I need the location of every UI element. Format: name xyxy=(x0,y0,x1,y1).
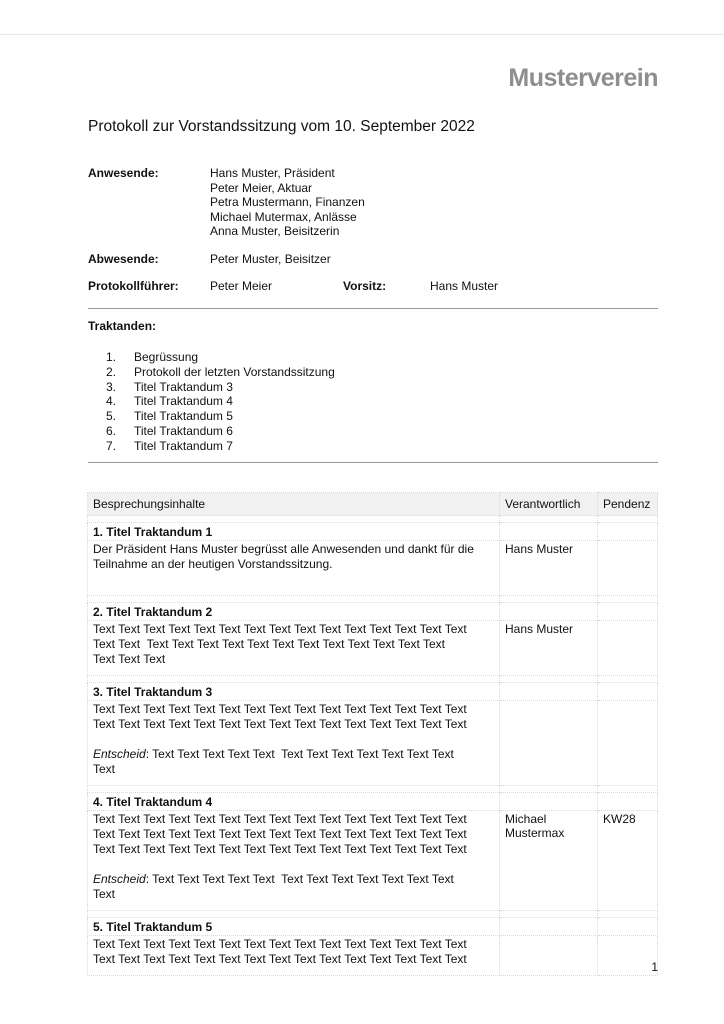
traktanden-item xyxy=(106,350,335,365)
blank-line xyxy=(93,732,494,747)
section-verantwortlich: Hans Muster xyxy=(500,621,598,676)
item-text: Protokoll der letzten Vorstandssitzung xyxy=(134,364,335,379)
entscheid-line xyxy=(93,872,494,887)
section-5-title-row xyxy=(88,918,658,936)
item-number: 2. xyxy=(106,364,117,379)
col-header-pendenz: Pendenz xyxy=(598,493,658,516)
content-line: Text Text Text Text Text Text Text Text Text Text Text Text Text Text Text xyxy=(93,842,467,856)
protokollfuehrer-value: Peter Meier xyxy=(210,279,273,293)
section-4-content-row xyxy=(88,811,658,911)
item-number: 6. xyxy=(106,423,117,438)
content-line: Text Text Text Text Text Text Text Text Text Text Text Text Text Text Text xyxy=(93,937,467,951)
content-line: Text Text Text Text Text Text Text Text Text Text Text Text Text Text Text xyxy=(93,827,467,841)
traktanden-heading: Traktanden: xyxy=(88,319,157,333)
protokollfuehrer-label: Protokollführer: xyxy=(88,279,179,293)
table-spacer-row xyxy=(88,596,658,603)
anwesende-person: Hans Muster, Präsident xyxy=(210,166,335,180)
section-3-content-row xyxy=(88,701,658,786)
content-line: Text Text Text Text Text Text Text Text Text Text Text Text Text Text Text xyxy=(93,952,467,966)
section-pendenz xyxy=(598,701,658,786)
section-2-content-row xyxy=(88,621,658,676)
section-verantwortlich: Michael Mustermax xyxy=(500,811,598,911)
col-header-besprechungsinhalte: Besprechungsinhalte xyxy=(88,493,500,516)
content-line: Text Text Text Text Text Text Text Text Text Text Text Text Text Text Text xyxy=(93,702,467,716)
blank-line xyxy=(93,857,494,872)
traktanden-item xyxy=(106,424,335,439)
organization-logo: Musterverein xyxy=(508,64,658,92)
entscheid-text-continued: Text xyxy=(93,762,116,776)
item-text: Begrüssung xyxy=(134,350,199,364)
traktanden-list xyxy=(106,350,335,454)
section-content xyxy=(88,811,500,911)
table-spacer-row xyxy=(88,786,658,793)
traktanden-item xyxy=(106,380,335,395)
table-spacer-row xyxy=(88,911,658,918)
anwesende-person: Michael Mutermax, Anlässe xyxy=(210,209,357,224)
item-text: Titel Traktandum 5 xyxy=(134,409,233,424)
anwesende-person: Peter Meier, Aktuar xyxy=(210,180,313,195)
blank-line xyxy=(93,572,494,587)
section-3-title-row xyxy=(88,683,658,701)
besprechung-table xyxy=(87,492,658,976)
content-line: Text Text Text Text Text Text Text Text Text Text Text Text Text Text Text xyxy=(93,622,467,636)
abwesende-block xyxy=(88,252,331,267)
section-4-title-row xyxy=(88,793,658,811)
section-verantwortlich: Hans Muster xyxy=(500,541,598,596)
abwesende-person: Peter Muster, Beisitzer xyxy=(210,252,331,266)
horizontal-rule-top xyxy=(88,308,658,309)
content-line: Teilnahme an der heutigen Vorstandssitzung. xyxy=(93,557,333,571)
content-line: Text Text Text Text Text Text Text Text Text Text Text Text Text Text xyxy=(93,637,445,651)
item-number: 3. xyxy=(106,379,117,394)
section-pendenz xyxy=(598,621,658,676)
traktanden-item xyxy=(106,409,335,424)
page-number: 1 xyxy=(651,960,658,974)
entscheid-text: : Text Text Text Text Text Text Text Text Text Text Text Text xyxy=(145,872,454,886)
entscheid-label: Entscheid xyxy=(93,747,146,761)
traktanden-item xyxy=(106,365,335,380)
item-number: 7. xyxy=(106,438,117,453)
section-title: 3. Titel Traktandum 3 xyxy=(88,683,500,701)
traktanden-item xyxy=(106,394,335,409)
item-number: 1. xyxy=(106,350,117,364)
item-text: Titel Traktandum 7 xyxy=(134,438,233,453)
table-spacer-row xyxy=(88,516,658,523)
anwesende-values xyxy=(210,166,365,239)
item-text: Titel Traktandum 4 xyxy=(134,394,233,409)
section-1-title-row xyxy=(88,523,658,541)
horizontal-rule-bottom xyxy=(88,462,658,463)
entscheid-label: Entscheid xyxy=(93,872,146,886)
section-2-title-row xyxy=(88,603,658,621)
item-number: 4. xyxy=(106,394,117,409)
document-title: Protokoll zur Vorstandssitzung vom 10. September 2022 xyxy=(88,118,475,135)
section-verantwortlich xyxy=(500,701,598,786)
item-number: 5. xyxy=(106,409,117,424)
anwesende-person: Petra Mustermann, Finanzen xyxy=(210,195,365,210)
section-title: 2. Titel Traktandum 2 xyxy=(88,603,500,621)
section-pendenz: KW28 xyxy=(598,811,658,911)
page-top-edge xyxy=(0,34,724,35)
vorsitz-label: Vorsitz: xyxy=(343,279,387,293)
section-pendenz xyxy=(598,541,658,596)
section-title: 5. Titel Traktandum 5 xyxy=(88,918,500,936)
entscheid-text: : Text Text Text Text Text Text Text Text Text Text Text Text xyxy=(145,747,454,761)
anwesende-person: Anna Muster, Beisitzerin xyxy=(210,224,340,239)
anwesende-label: Anwesende: xyxy=(88,166,159,180)
section-title: 1. Titel Traktandum 1 xyxy=(88,523,500,541)
section-1-content-row xyxy=(88,541,658,596)
entscheid-line xyxy=(93,747,494,762)
table-spacer-row xyxy=(88,676,658,683)
table-header-row xyxy=(88,493,658,516)
anwesende-block xyxy=(88,166,365,239)
content-line: Text Text Text xyxy=(93,652,166,666)
vorsitz-value: Hans Muster xyxy=(430,279,499,293)
section-content xyxy=(88,541,500,596)
col-header-verantwortlich: Verantwortlich xyxy=(500,493,598,516)
section-content xyxy=(88,621,500,676)
content-line: Der Präsident Hans Muster begrüsst alle Anwesenden und dankt für die xyxy=(93,542,474,556)
item-text: Titel Traktandum 3 xyxy=(134,379,233,394)
protokollfuehrer-row xyxy=(88,279,498,294)
section-content xyxy=(88,701,500,786)
entscheid-text-continued: Text xyxy=(93,887,116,901)
section-title: 4. Titel Traktandum 4 xyxy=(88,793,500,811)
content-line: Text Text Text Text Text Text Text Text Text Text Text Text Text Text Text xyxy=(93,717,467,731)
item-text: Titel Traktandum 6 xyxy=(134,423,233,438)
abwesende-label: Abwesende: xyxy=(88,252,159,266)
content-line: Text Text Text Text Text Text Text Text Text Text Text Text Text Text Text xyxy=(93,812,467,826)
traktanden-item xyxy=(106,439,335,454)
